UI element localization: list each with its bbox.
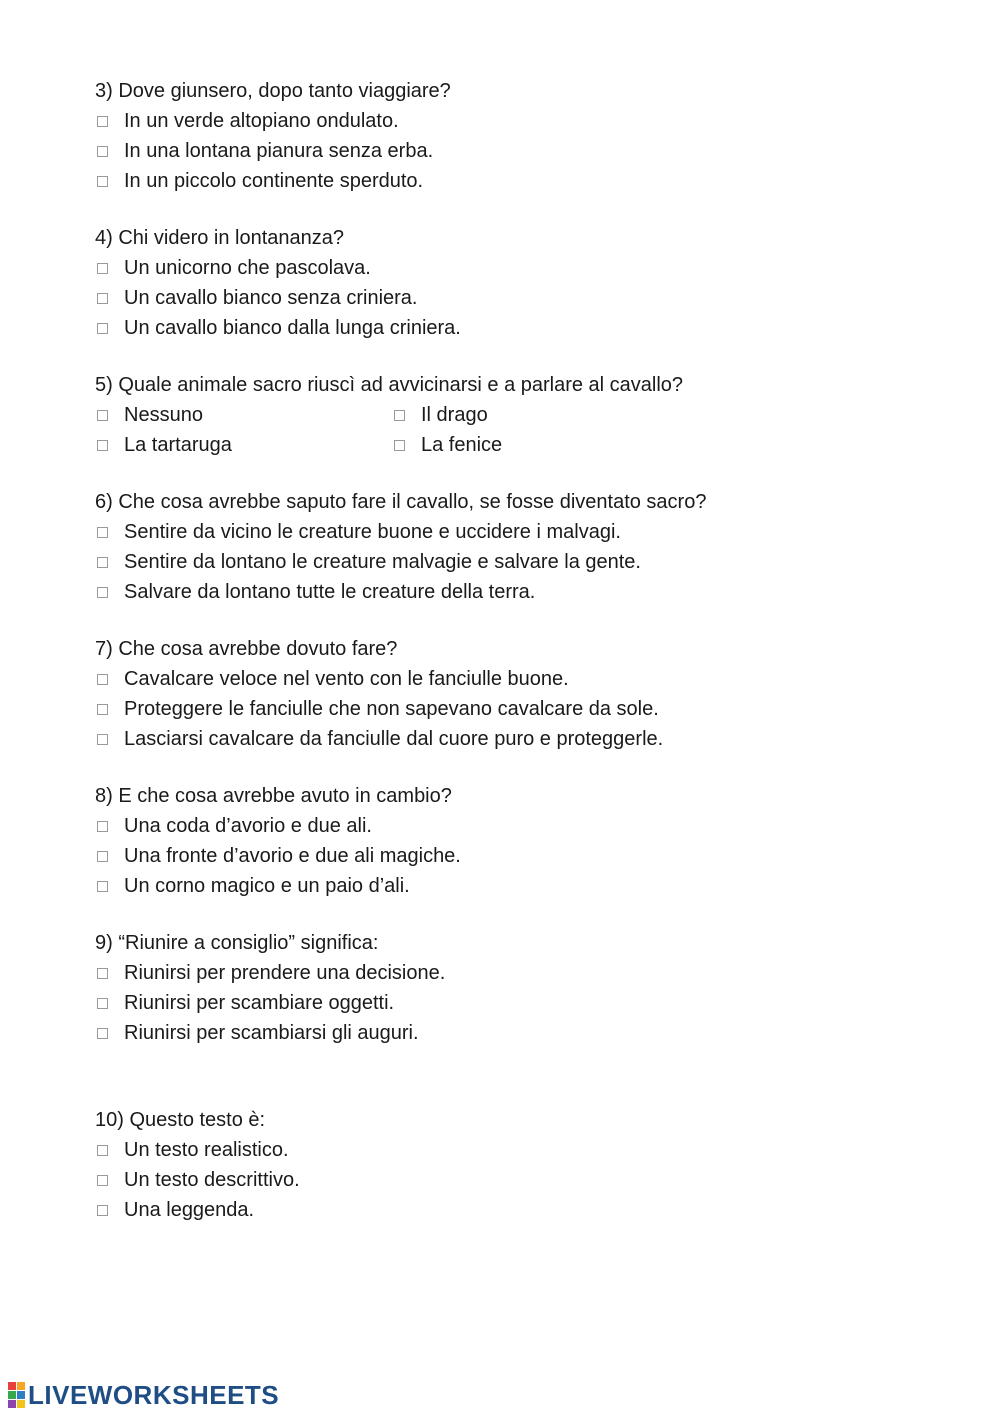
answer-option[interactable]	[95, 811, 461, 841]
option-label: Un cavallo bianco senza criniera.	[124, 287, 418, 309]
checkbox[interactable]	[97, 410, 108, 421]
question-title: 4) Chi videro in lontananza?	[95, 227, 345, 249]
question-9	[95, 928, 445, 1048]
option-label: In un verde altopiano ondulato.	[124, 110, 399, 132]
question-title: 6) Che cosa avrebbe saputo fare il cavallo, se fosse diventato sacro?	[95, 491, 707, 513]
checkbox[interactable]	[97, 440, 108, 451]
checkbox[interactable]	[97, 881, 108, 892]
option-label: La fenice	[421, 434, 503, 456]
answer-option[interactable]	[95, 313, 461, 343]
logo-block	[17, 1400, 25, 1408]
option-label: Un cavallo bianco dalla lunga criniera.	[124, 317, 461, 339]
question-title: 5) Quale animale sacro riuscì ad avvicinarsi e a parlare al cavallo?	[95, 374, 684, 396]
checkbox[interactable]	[97, 968, 108, 979]
question-title: 10) Questo testo è:	[95, 1109, 266, 1131]
option-label: In un piccolo continente sperduto.	[124, 170, 424, 192]
answer-option[interactable]	[95, 1018, 445, 1048]
question-5	[95, 370, 683, 460]
option-label: Una coda d’avorio e due ali.	[124, 815, 372, 837]
answer-option[interactable]	[95, 430, 392, 460]
answer-option[interactable]	[95, 547, 706, 577]
answer-option[interactable]	[95, 577, 706, 607]
checkbox[interactable]	[97, 557, 108, 568]
answer-option[interactable]	[95, 1195, 300, 1225]
question-title: 3) Dove giunsero, dopo tanto viaggiare?	[95, 80, 451, 102]
checkbox[interactable]	[97, 674, 108, 685]
answer-option[interactable]	[95, 694, 663, 724]
question-title: 8) E che cosa avrebbe avuto in cambio?	[95, 785, 452, 807]
logo-block	[17, 1391, 25, 1399]
option-label: Sentire da vicino le creature buone e uccidere i malvagi.	[124, 521, 621, 543]
option-label: Cavalcare veloce nel vento con le fanciulle buone.	[124, 668, 569, 690]
answer-option[interactable]	[95, 517, 706, 547]
option-label: Il drago	[421, 404, 488, 426]
option-label: Un testo descrittivo.	[124, 1169, 300, 1191]
checkbox[interactable]	[97, 704, 108, 715]
checkbox[interactable]	[97, 851, 108, 862]
question-3	[95, 76, 451, 196]
checkbox[interactable]	[97, 1205, 108, 1216]
checkbox[interactable]	[394, 440, 405, 451]
checkbox[interactable]	[97, 527, 108, 538]
checkbox[interactable]	[97, 998, 108, 1009]
answer-option[interactable]	[95, 724, 663, 754]
option-label: La tartaruga	[124, 434, 232, 456]
answer-option[interactable]	[95, 958, 445, 988]
checkbox[interactable]	[97, 587, 108, 598]
logo-block	[17, 1382, 25, 1390]
option-label: Lasciarsi cavalcare da fanciulle dal cuore puro e proteggerle.	[124, 728, 664, 750]
answer-option[interactable]	[95, 988, 445, 1018]
logo-text: LIVEWORKSHEETS	[28, 1379, 280, 1410]
answer-option[interactable]	[95, 664, 663, 694]
question-7	[95, 634, 663, 754]
answer-option[interactable]	[95, 1165, 300, 1195]
option-label: Una leggenda.	[124, 1199, 255, 1221]
question-10	[95, 1105, 300, 1225]
logo-block	[8, 1400, 16, 1408]
checkbox[interactable]	[394, 410, 405, 421]
answer-option[interactable]	[95, 166, 451, 196]
checkbox[interactable]	[97, 176, 108, 187]
logo-blocks-icon	[8, 1382, 25, 1408]
question-4	[95, 223, 461, 343]
option-label: Riunirsi per scambiarsi gli auguri.	[124, 1022, 419, 1044]
checkbox[interactable]	[97, 263, 108, 274]
question-8	[95, 781, 461, 901]
checkbox[interactable]	[97, 146, 108, 157]
checkbox[interactable]	[97, 1028, 108, 1039]
checkbox[interactable]	[97, 323, 108, 334]
checkbox[interactable]	[97, 293, 108, 304]
logo-block	[8, 1391, 16, 1399]
checkbox[interactable]	[97, 734, 108, 745]
option-label: Riunirsi per prendere una decisione.	[124, 962, 446, 984]
answer-option[interactable]	[95, 400, 392, 430]
checkbox[interactable]	[97, 116, 108, 127]
answer-option[interactable]	[95, 1135, 300, 1165]
question-title: 7) Che cosa avrebbe dovuto fare?	[95, 638, 398, 660]
answer-option[interactable]	[95, 871, 461, 901]
option-label: Una fronte d’avorio e due ali magiche.	[124, 845, 461, 867]
checkbox[interactable]	[97, 821, 108, 832]
option-label: Un unicorno che pascolava.	[124, 257, 371, 279]
checkbox[interactable]	[97, 1145, 108, 1156]
question-title: 9) “Riunire a consiglio” significa:	[95, 932, 379, 954]
option-label: Proteggere le fanciulle che non sapevano cavalcare da sole.	[124, 698, 659, 720]
answer-option[interactable]	[95, 106, 451, 136]
liveworksheets-logo	[8, 1380, 279, 1410]
option-label: In una lontana pianura senza erba.	[124, 140, 434, 162]
answer-option[interactable]	[392, 400, 683, 430]
option-label: Nessuno	[124, 404, 203, 426]
answer-option[interactable]	[95, 283, 461, 313]
option-label: Riunirsi per scambiare oggetti.	[124, 992, 395, 1014]
answer-option[interactable]	[95, 253, 461, 283]
question-6	[95, 487, 706, 607]
option-label: Salvare da lontano tutte le creature della terra.	[124, 581, 536, 603]
options-grid	[95, 400, 683, 460]
answer-option[interactable]	[95, 841, 461, 871]
option-label: Sentire da lontano le creature malvagie e salvare la gente.	[124, 551, 641, 573]
logo-block	[8, 1382, 16, 1390]
option-label: Un testo realistico.	[124, 1139, 289, 1161]
checkbox[interactable]	[97, 1175, 108, 1186]
answer-option[interactable]	[392, 430, 683, 460]
option-label: Un corno magico e un paio d’ali.	[124, 875, 410, 897]
answer-option[interactable]	[95, 136, 451, 166]
